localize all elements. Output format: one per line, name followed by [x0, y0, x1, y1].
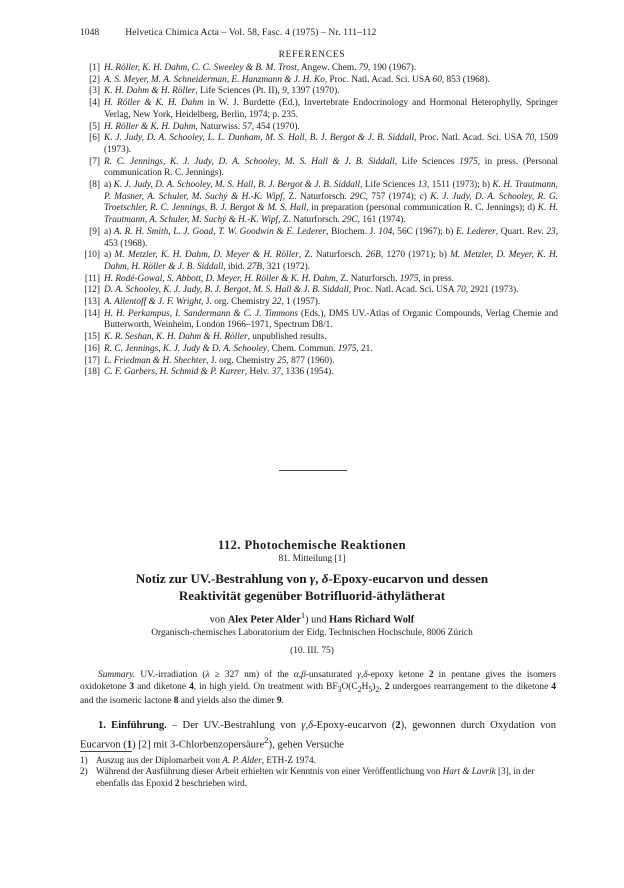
- journal-running-head: Helvetica Chimica Acta – Vol. 58, Fasc. 4 (1975) – Nr. 111–112: [125, 27, 377, 38]
- reference-number: [5]: [89, 121, 100, 132]
- reference-text: A. S. Meyer, M. A. Schneiderman, E. Hanzmann & J. H. Ko, Proc. Natl. Acad. Sci. USA 60, 853 (1968).: [104, 74, 490, 85]
- reference-number: [9]: [89, 226, 100, 237]
- references-list: [78, 63, 558, 379]
- reference-text: a) K. J. Judy, D. A. Schooley, M. S. Hall, B. J. Bergot & J. B. Siddall, Life Sciences 13, 1511 (1973); b) K. H. Trautmann, P. Masner, A. Schuler, M. Suchý & H.-K. Wipf, Z. Naturforsch. 29C, 757 (1974); c) K. J. Judy, D. A. Schooley, R. G. Troetschler, R. C. Jennings, B. J. Bergot & M. S. Hall, in preparation (personal communication R. C. Jennings); d) K. H. Trautmann, A. Schuler, M. Suchý & H.-K. Wipf, Z. Naturforsch. 29C, 161 (1974).: [104, 180, 559, 226]
- reference-number: [12]: [84, 285, 100, 296]
- article-affiliation: Organisch-chemisches Laboratorium der Eidg. Technischen Hochschule, 8006 Zürich: [151, 628, 473, 638]
- footnote-divider: [80, 751, 132, 752]
- reference-number: [13]: [84, 297, 100, 308]
- reference-number: [15]: [84, 332, 100, 343]
- reference-item: [78, 309, 558, 332]
- reference-text: R. C. Jennings, K. J. Judy & D. A. Schooley, Chem. Commun. 1975, 21.: [104, 343, 373, 354]
- references-heading: REFERENCES: [278, 50, 346, 60]
- footnote-text: Während der Ausführung dieser Arbeit erhielten wir Kenntnis von einer Veröffentlichung von Hart & Lavrik [3], in der ebenfalls das Epoxid 2 beschrieben wird.: [96, 766, 535, 788]
- article-title: Notiz zur UV.-Bestrahlung von γ, δ-Epoxy-eucarvon und dessen Reaktivität gegenüber Botrifluorid-äthylätherat: [135, 571, 489, 603]
- reference-number: [8]: [89, 180, 100, 191]
- reference-text: H. Rodé-Gowal, S. Abbott, D. Meyer, H. Röller & K. H. Dahm, Z. Naturforsch. 1975, in press.: [104, 273, 454, 284]
- reference-text: D. A. Schooley, K. J. Judy, B. J. Bergot, M. S. Hall & J. B. Siddall, Proc. Natl. Acad. Sci. USA 70, 2921 (1973).: [104, 285, 519, 296]
- footnotes: [80, 755, 556, 789]
- reference-number: [16]: [84, 343, 100, 354]
- reference-number: [7]: [89, 156, 100, 167]
- page-number: 1048: [80, 27, 100, 38]
- reference-number: [3]: [89, 86, 100, 97]
- reference-item: [78, 122, 558, 134]
- reference-item: [78, 98, 558, 121]
- reference-number: [2]: [89, 74, 100, 85]
- page-header: [80, 27, 556, 38]
- reference-item: [78, 75, 558, 87]
- article-summary: Summary. UV.-irradiation (λ ≥ 327 nm) of the α,β-unsaturated γ,δ-epoxy ketone 2 in pentane gives the isomers oxidoketone 3 and diketone 4, in high yield. On treatment with $BF_3O(C_2H_5)_2$, 2 undergoes rearrangement to the diketone 4 and the isomeric lactone 8 and yields also the dimer 9.: [80, 670, 556, 706]
- reference-item: [78, 180, 558, 227]
- footnote-item: [80, 766, 556, 789]
- reference-item: [78, 63, 558, 75]
- reference-number: [14]: [84, 308, 100, 319]
- reference-text: R. C. Jennings, K. J. Judy, D. A. Schooley, M. S. Hall & J. B. Siddall, Life Sciences 1975, in press. (Personal communication R. C. Jennings).: [104, 156, 558, 179]
- reference-number: [17]: [84, 355, 100, 366]
- reference-item: [78, 344, 558, 356]
- reference-text: H. H. Perkampus, I. Sandermann & C. J. Timmons (Eds.), DMS UV.-Atlas of Organic Compounds, Verlag Chemie and Butterworth, Weinheim, London 1966–1971, Spectrum D8/1.: [104, 308, 558, 331]
- reference-number: [18]: [84, 367, 100, 378]
- reference-number: [11]: [84, 273, 100, 284]
- reference-text: a) A. R. H. Smith, L. J. Goad, T. W. Goodwin & E. Lederer, Biochem. J. 104, 56C (1967); b) E. Lederer, Quart. Rev. 23, 453 (1968).: [104, 226, 559, 249]
- reference-text: C. F. Garbers, H. Schmid & P. Karrer, Helv. 37, 1336 (1954).: [104, 367, 334, 378]
- footnote-mark: 2): [80, 766, 88, 777]
- reference-text: H. Röller, K. H. Dahm, C. C. Sweeley & B. M. Trost, Angew. Chem. 79, 190 (1967).: [104, 63, 417, 73]
- reference-item: [78, 332, 558, 344]
- reference-item: [78, 285, 558, 297]
- article-date: (10. III. 75): [290, 646, 334, 656]
- article-introduction: 1. Einführung. – Der UV.-Bestrahlung von γ,δ-Epoxy-eucarvon (2), gewonnen durch Oxydation von Eucarvon (1) [2] mit 3-Chlorbenzopersäure$^2$), gehen Versuche: [80, 720, 556, 751]
- article-authors: von Alex Peter Alder$^1$) und Hans Richard Wolf: [209, 610, 415, 626]
- reference-text: K. J. Judy, D. A. Schooley, L. L. Dunham, M. S. Hall, B. J. Bergot & J. B. Siddall, Proc. Natl. Acad. Sci. USA 70, 1509 (1973).: [104, 133, 558, 155]
- reference-number: [10]: [84, 250, 100, 261]
- reference-text: K. R. Seshan, K. H. Dahm & H. Röller, unpublished results.: [104, 332, 327, 343]
- reference-item: [78, 356, 558, 368]
- reference-text: K. H. Dahm & H. Röller, Life Sciences (Pt. II), 9, 1397 (1970).: [104, 86, 340, 97]
- reference-text: A. Allentoff & J. F. Wright, J. org. Chemistry 22, 1 (1957).: [104, 297, 321, 308]
- reference-item: [78, 367, 558, 379]
- reference-text: a) M. Metzler, K. H. Dahm, D. Meyer & H. Röller, Z. Naturforsch. 26B, 1270 (1971); b) M. Metzler, D. Meyer, K. H. Dahm, H. Röller & J. B. Siddall, ibid. 27B, 321 (1972).: [104, 250, 558, 272]
- reference-item: [78, 157, 558, 180]
- article-series: 81. Mitteilung [1]: [278, 554, 346, 564]
- footnote-text: Auszug aus der Diplomarbeit von A. P. Alder, ETH-Z 1974.: [96, 755, 316, 765]
- reference-number: [6]: [89, 133, 100, 144]
- footnote-mark: 1): [80, 755, 88, 765]
- reference-item: [78, 297, 558, 309]
- reference-item: [78, 227, 558, 250]
- reference-item: [78, 86, 558, 98]
- reference-text: L. Friedman & H. Shechter, J. org. Chemistry 25, 877 (1960).: [104, 355, 335, 366]
- footnote-item: [80, 755, 556, 766]
- reference-text: H. Röller & K. H. Dahm in W. J. Burdette (Ed.), Invertebrate Endocrinology and Hormonal Heterophylly, Springer Verlag, New York, Heidelberg, Berlin, 1974; p. 235.: [104, 98, 558, 120]
- article-heading: 112. Photochemische Reaktionen: [217, 538, 407, 552]
- reference-item: [78, 274, 558, 286]
- section-divider: [279, 470, 347, 471]
- reference-text: H. Röller & K. H. Dahm, Naturwiss. 57, 454 (1970).: [104, 121, 300, 132]
- reference-item: [78, 133, 558, 156]
- reference-number: [4]: [89, 98, 100, 109]
- reference-number: [1]: [89, 63, 100, 73]
- reference-item: [78, 250, 558, 273]
